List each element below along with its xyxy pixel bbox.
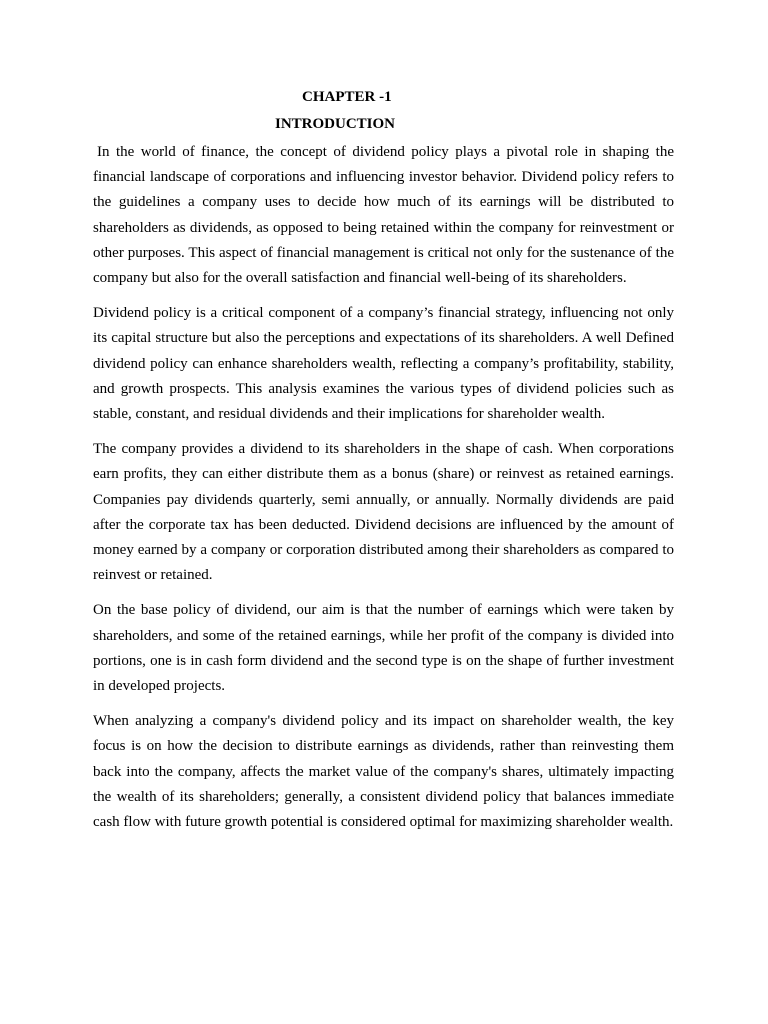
body-text xyxy=(93,140,674,845)
paragraph: The company provides a dividend to its shareholders in the shape of cash. When corporations earn profits, they can either distribute them as a bonus (share) or reinvest as retained earnings. Companies pay dividends quarterly, semi annually, or annually. Normally dividends are paid after the corporate tax has been deducted. Dividend decisions are influenced by the amount of money earned by a company or corporation distributed among their shareholders as compared to reinvest or retained. xyxy=(93,441,674,584)
paragraph: Dividend policy is a critical component of a company’s financial strategy, influencing not only its capital structure but also the perceptions and expectations of its shareholders. A well Defined dividend policy can enhance shareholders wealth, reflecting a company’s profitability, stability, and growth prospects. This analysis examines the various types of dividend policies such as stable, constant, and residual dividends and their implications for shareholder wealth. xyxy=(93,305,674,423)
chapter-heading: CHAPTER -1 xyxy=(302,89,392,105)
paragraph: In the world of finance, the concept of dividend policy plays a pivotal role in shaping the financial landscape of corporations and influencing investor behavior. Dividend policy refers to the guidelines a company uses to decide how much of its earnings will be distributed to shareholders as dividends, as opposed to being retained within the company for reinvestment or other purposes. This aspect of financial management is critical not only for the sustenance of the company but also for the overall satisfaction and financial well-being of its shareholders. xyxy=(93,144,674,287)
paragraph: On the base policy of dividend, our aim is that the number of earnings which were taken by shareholders, and some of the retained earnings, while her profit of the company is divided into portions, one is in cash form dividend and the second type is on the shape of further investment in developed projects. xyxy=(93,602,674,695)
paragraph: When analyzing a company's dividend policy and its impact on shareholder wealth, the key focus is on how the decision to distribute earnings as dividends, rather than reinvesting them back into the company, affects the market value of the company's shares, ultimately impacting the wealth of its shareholders; generally, a consistent dividend policy that balances immediate cash flow with future growth potential is considered optimal for maximizing shareholder wealth. xyxy=(93,713,674,831)
section-title: INTRODUCTION xyxy=(275,116,396,132)
